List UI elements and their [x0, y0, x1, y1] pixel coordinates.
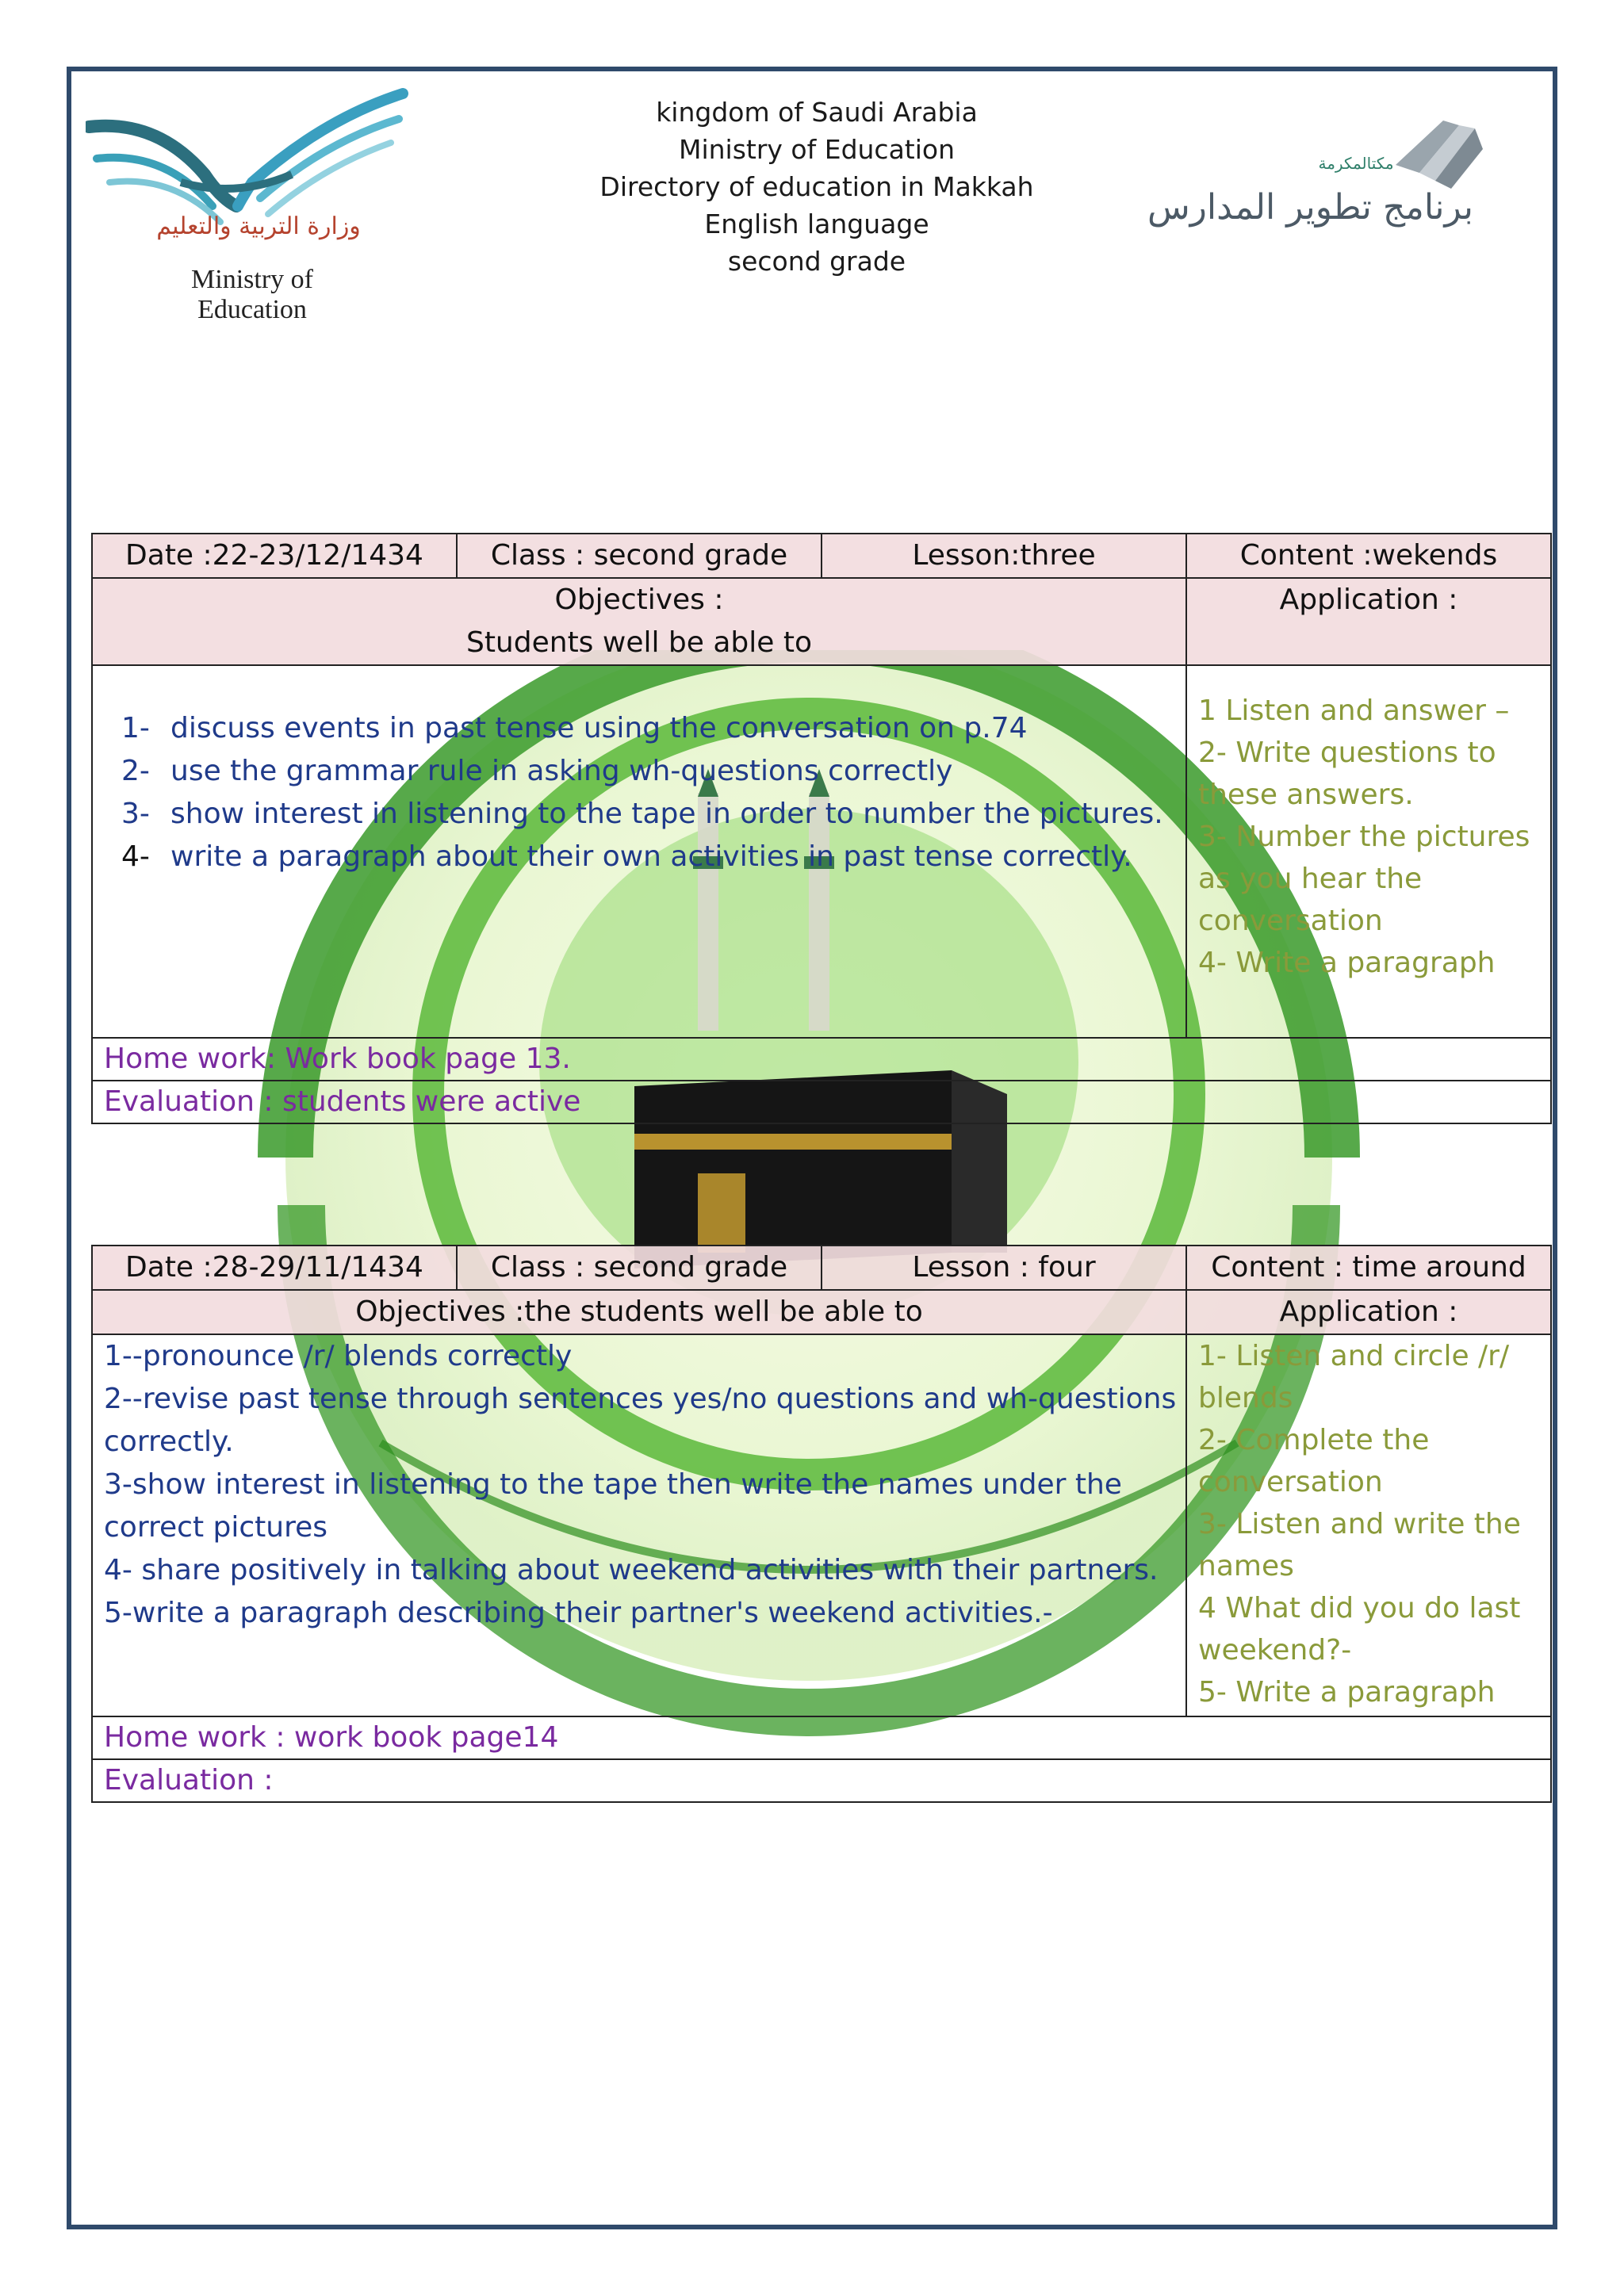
- lesson-1-objective-item: 2- use the grammar rule in asking wh-questions correctly: [121, 755, 953, 787]
- lesson-1-application-heading: Application :: [1186, 578, 1551, 665]
- lesson-2-objective-line: 3-show interest in listening to the tape then write the names under the: [104, 1468, 1122, 1501]
- lesson-2-class: Class : second grade: [457, 1246, 822, 1290]
- lesson-2-objective-line: correct pictures: [104, 1511, 327, 1544]
- lesson-2-objective-line: correctly.: [104, 1425, 234, 1458]
- lesson-1-objectives-heading: Objectives : Students well be able to: [92, 578, 1186, 665]
- lesson-1-objective-item: 1- discuss events in past tense using the conversation on p.74: [121, 712, 1028, 744]
- lesson-1-content: Content :wekends: [1186, 534, 1551, 578]
- lesson-1-date: Date :22-23/12/1434: [92, 534, 457, 578]
- tatweer-small-label: مكتالمكرمة: [1318, 154, 1394, 173]
- moe-arabic-label: وزارة التربية والتعليم: [156, 212, 361, 240]
- lesson-2-homework: Home work : work book page14: [92, 1716, 1551, 1759]
- lesson-2-lesson: Lesson : four: [822, 1246, 1186, 1290]
- header-line-subject: English language: [704, 209, 929, 239]
- lesson-2-header-row: [92, 1246, 1551, 1290]
- lesson-1-objective-item: 4- write a paragraph about their own activities in past tense correctly.: [121, 840, 1132, 873]
- tatweer-arabic-label: برنامج تطوير المدارس: [1147, 187, 1473, 228]
- lesson-plan-table-1: [91, 533, 1552, 1124]
- lesson-1-header-row: [92, 534, 1551, 578]
- lesson-2-objective-line: 1--pronounce /r/ blends correctly: [104, 1340, 573, 1372]
- lesson-1-evaluation: Evaluation : students were active: [92, 1081, 1551, 1123]
- lesson-1-objective-item: 3- show interest in listening to the tape in order to number the pictures.: [121, 798, 1163, 830]
- lesson-2-objective-line: 5-write a paragraph describing their partner's weekend activities.-: [104, 1597, 1053, 1629]
- lesson-1-lesson: Lesson:three: [822, 534, 1186, 578]
- header-line-grade: second grade: [727, 246, 906, 277]
- lesson-2-objectives-heading: Objectives :the students well be able to: [92, 1290, 1186, 1334]
- lesson-2-objective-line: 2--revise past tense through sentences yes/no questions and wh-questions: [104, 1383, 1177, 1415]
- lesson-2-objective-line: 4- share positively in talking about weekend activities with their partners.: [104, 1554, 1159, 1586]
- document-header: [492, 94, 1142, 280]
- moe-english-label: Ministry of Education: [191, 265, 313, 324]
- lesson-2-application-heading: Application :: [1186, 1290, 1551, 1334]
- lesson-2-date: Date :28-29/11/1434: [92, 1246, 457, 1290]
- lesson-1-homework: Home work: Work book page 13.: [92, 1038, 1551, 1081]
- header-line-directory: Directory of education in Makkah: [599, 171, 1034, 202]
- header-line-country: kingdom of Saudi Arabia: [656, 97, 978, 128]
- lesson-2-objectives-list: [92, 1334, 1186, 1716]
- lesson-1-class: Class : second grade: [457, 534, 822, 578]
- header-line-ministry: Ministry of Education: [678, 134, 956, 165]
- lesson-2-content: Content : time around: [1186, 1246, 1551, 1290]
- lesson-1-application-list: 1 Listen and answer – 2- Write questions to these answers. 3- Number the pictures as you hear the conversation 4- Write a paragraph: [1186, 665, 1551, 1038]
- lesson-1-objectives-list: [92, 665, 1186, 1038]
- lesson-plan-table-2: [91, 1245, 1552, 1803]
- lesson-2-application-list: 1- Listen and circle /r/ blends 2- Complete the conversation 3- Listen and write the names 4 What did you do last weekend?- 5- Write a paragraph: [1186, 1334, 1551, 1716]
- lesson-2-evaluation: Evaluation :: [92, 1759, 1551, 1802]
